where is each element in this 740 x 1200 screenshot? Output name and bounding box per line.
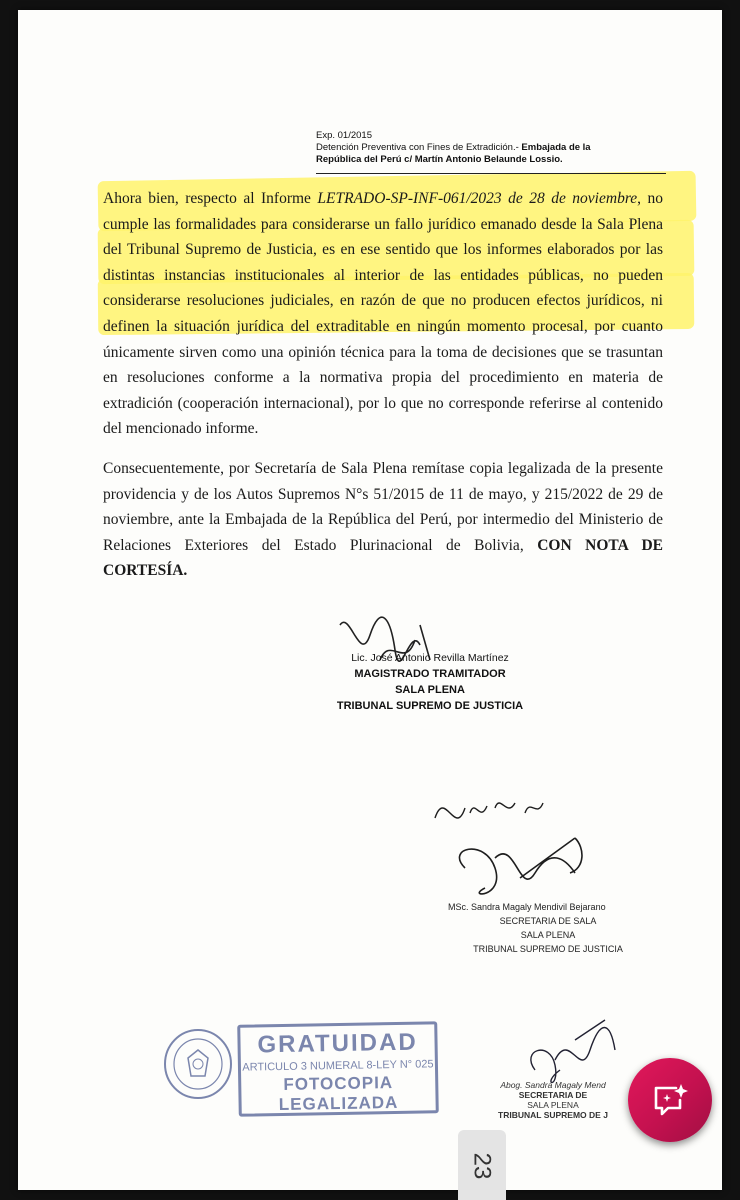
case-number: Exp. 01/2015 bbox=[316, 130, 372, 141]
secretary-court: TRIBUNAL SUPREMO DE JUSTICIA bbox=[473, 944, 623, 954]
document-body bbox=[103, 186, 663, 598]
sparkle-chat-icon bbox=[650, 1080, 690, 1120]
secretary-title: SECRETARIA DE SALA bbox=[499, 916, 597, 926]
case-parties: República del Perú c/ Martín Antonio Belaunde Lossio. bbox=[316, 154, 563, 165]
gratuidad-stamp: GRATUIDAD ARTICULO 3 NUMERAL 8-LEY N° 025 FOTOCOPIA LEGALIZADA bbox=[237, 1021, 439, 1116]
signature-block-magistrate bbox=[300, 650, 560, 714]
secretary-name: MSc. Sandra Magaly Mendivil Bejarano bbox=[448, 902, 606, 912]
secretary-chamber: SALA PLENA bbox=[520, 930, 576, 940]
signature-block-secretary bbox=[448, 900, 648, 956]
magistrate-title: MAGISTRADO TRAMITADOR bbox=[354, 668, 506, 680]
header-divider bbox=[316, 173, 666, 174]
page-number-tab: 23 bbox=[458, 1130, 506, 1200]
court-seal-icon bbox=[163, 1028, 233, 1100]
magistrate-chamber: SALA PLENA bbox=[395, 684, 465, 696]
magistrate-name: Lic. José Antonio Revilla Martínez bbox=[351, 652, 509, 664]
case-subject: Detención Preventiva con Fines de Extradición.- Embajada de la bbox=[316, 142, 591, 153]
signature-scribble-2 bbox=[425, 778, 625, 908]
paragraph-2: Consecuentemente, por Secretaría de Sala Plena remítase copia legalizada de la presente providencia y de los Autos Supremos N°s 51/2015 de 11 de mayo, y 215/2022 de 29 de noviembre, ante la Embajada de la República del Perú, por intermedio del Ministerio de Relaciones Exteriores del Estado Plurinacional de Bolivia, CON NOTA DE CORTESÍA. bbox=[103, 459, 663, 580]
ai-assistant-button[interactable] bbox=[628, 1058, 712, 1142]
paragraph-1: Ahora bien, respecto al Informe LETRADO-SP-INF-061/2023 de 28 de noviembre, no cumple las formalidades para considerarse un fallo jurídico emanado desde la Sala Plena del Tribunal Supremo de Justicia, es en ese sentido que los informes elaborados por las distintas instancias institucionales al interior de las entidades públicas, no pueden considerarse resoluciones judiciales, en razón de que no producen efectos jurídicos, ni definen la situación jurídica del extraditable en ningún momento procesal, por cuanto únicamente sirven como una opinión técnica para la toma de decisiones que se trasuntan en resoluciones conforme a la normativa propia del procedimiento en materia de extradición (cooperación internacional), por lo que no corresponde referirse al contenido del mencionado informe. bbox=[103, 190, 664, 438]
signature-scribble-3 bbox=[515, 1010, 635, 1090]
magistrate-court: TRIBUNAL SUPREMO DE JUSTICIA bbox=[336, 700, 524, 712]
signature-block-legalization: Abog. Sandra Magaly Mend SECRETARIA DE SALA PLENA TRIBUNAL SUPREMO DE J bbox=[498, 1080, 608, 1120]
case-header bbox=[316, 130, 676, 166]
